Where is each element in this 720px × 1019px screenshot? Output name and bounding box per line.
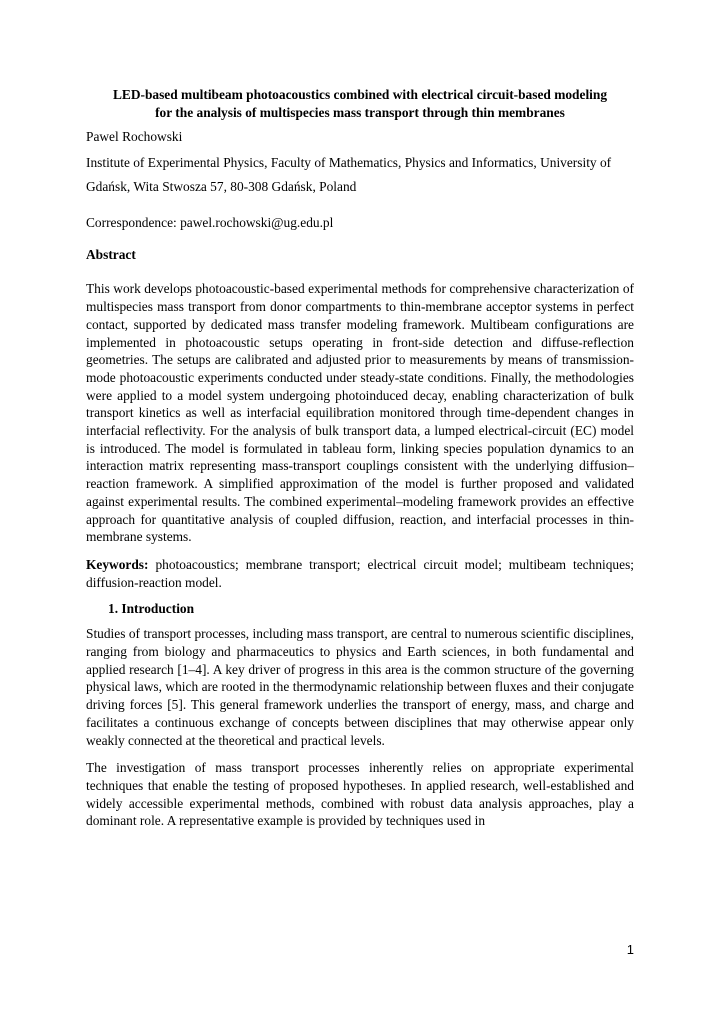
abstract-heading: Abstract <box>86 247 136 262</box>
title-line-2: for the analysis of multispecies mass transport through thin membranes <box>155 105 565 120</box>
section-heading-introduction: 1. Introduction <box>108 601 195 617</box>
abstract-text: This work develops photoacoustic-based experimental methods for comprehensive characterization of multispecies mass transport from donor compartments to thin-membrane acceptor systems in perfect contact, supported by dedicated mass transfer modeling framework. Multibeam configurations are implemented in photoacoustic setups operating in front-side detection and diffuse-reflection geometries. The setups are calibrated and adjusted prior to measurements by means of transmission-mode photoacoustic experiments conducted under steady-state conditions. Finally, the methodologies were applied to a model system undergoing photoinduced decay, enabling characterization of bulk transport kinetics as well as interfacial equilibration monitored through time-dependent changes in interfacial reflectivity. For the analysis of bulk transport data, a lumped electrical-circuit (EC) model is introduced. The model is formulated in tableau form, linking species population dynamics to an interaction matrix representing mass-transport couplings consistent with the underlying diffusion–reaction framework. A simplified approximation of the model is further proposed and validated against experimental results. The combined experimental–modeling framework provides an effective approach for quantitative analysis of coupled diffusion, reaction, and interfacial processes in thin-membrane systems. <box>86 281 634 545</box>
correspondence-line: Correspondence: pawel.rochowski@ug.edu.pl <box>86 215 334 230</box>
intro-paragraph-2: The investigation of mass transport processes inherently relies on appropriate experimental techniques that enable the testing of proposed hypotheses. In applied research, well-established and widely accessible experimental methods, combined with robust data analysis approaches, play a dominant role. A representative example is provided by techniques used in <box>86 760 634 829</box>
title-line-1: LED-based multibeam photoacoustics combined with electrical circuit-based modeling <box>112 87 608 102</box>
author-name: Pawel Rochowski <box>86 129 183 144</box>
author-affiliation: Institute of Experimental Physics, Faculty of Mathematics, Physics and Informatics, University of Gdańsk, Wita Stwosza 57, 80-308 Gdańsk, Poland <box>86 155 612 194</box>
document-page <box>86 86 634 830</box>
page-number: 1 <box>626 942 634 957</box>
intro-paragraph-1: Studies of transport processes, including mass transport, are central to numerous scientific disciplines, ranging from biology and pharmaceutics to physics and Earth sciences, in both fundamental and applied research [1–4]. A key driver of progress in this area is the common structure of the governing physical laws, which are rooted in the thermodynamic relationship between fluxes and their conjugate driving forces [5]. This general framework underlies the transport of energy, mass, and charge and facilitates a continuous exchange of concepts between disciplines that may otherwise appear only weakly connected at the theoretical and practical levels. <box>86 626 634 748</box>
keywords-label: Keywords: <box>86 556 149 572</box>
paper-title <box>86 86 634 122</box>
keywords <box>86 556 634 591</box>
keywords-text: photoacoustics; membrane transport; electrical circuit model; multibeam techniques; diffusion-reaction model. <box>86 556 634 590</box>
